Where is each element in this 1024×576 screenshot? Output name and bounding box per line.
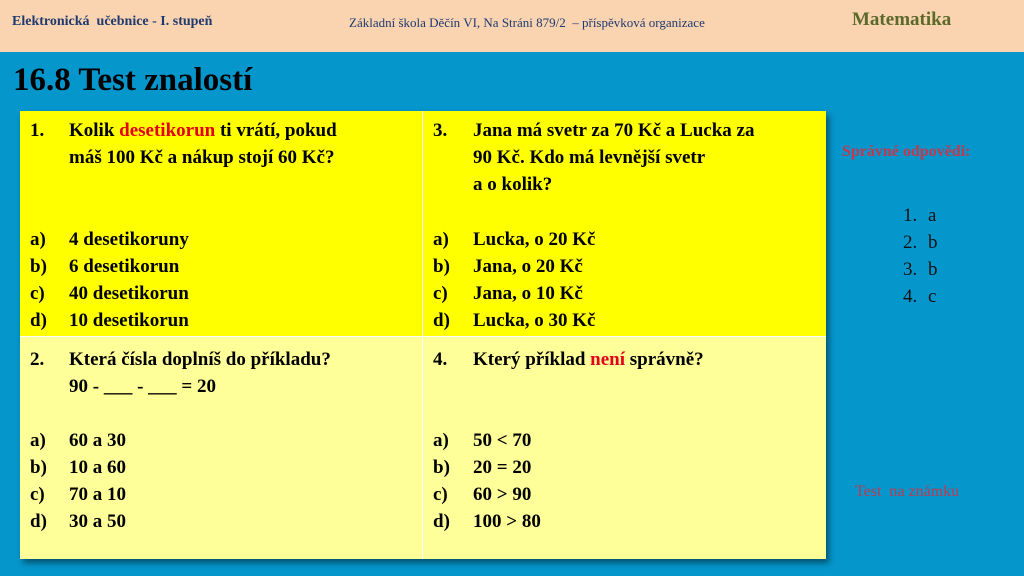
page-title: 16.8 Test znalostí [13, 62, 253, 98]
question-number: 2. [30, 349, 45, 370]
question-text: Který příklad není správně? [473, 349, 704, 370]
answer-number: 2. [903, 232, 918, 253]
header-bar [0, 0, 1024, 52]
answer-value: b [928, 259, 938, 280]
header-subject-text: Matematika [852, 9, 952, 30]
question-text: Kolik desetikorun ti vrátí, pokud [69, 120, 337, 141]
option-letter: d) [30, 511, 47, 532]
question-number: 3. [433, 120, 448, 141]
option-letter: a) [433, 229, 449, 250]
option-letter: d) [30, 310, 47, 331]
question-cell-3 [423, 111, 826, 337]
option-text[interactable]: 4 desetikoruny [69, 229, 189, 250]
question-number: 4. [433, 349, 448, 370]
option-letter: d) [433, 310, 450, 331]
option-text[interactable]: 10 desetikorun [69, 310, 189, 331]
answer-number: 3. [903, 259, 918, 280]
option-text[interactable]: 40 desetikorun [69, 283, 189, 304]
answers-title: Správné odpovědi: [842, 143, 971, 160]
question-text-line: máš 100 Kč a nákup stojí 60 Kč? [69, 147, 335, 168]
option-text[interactable]: 6 desetikorun [69, 256, 180, 277]
option-text[interactable]: Lucka, o 20 Kč [473, 229, 596, 250]
question-cell-1 [20, 111, 423, 337]
option-letter: c) [433, 484, 448, 505]
answer-value: a [928, 205, 937, 226]
option-text[interactable]: 70 a 10 [69, 484, 126, 505]
option-text[interactable]: 60 a 30 [69, 430, 126, 451]
test-link[interactable]: Test na známku [855, 483, 960, 500]
option-letter: b) [433, 457, 450, 478]
option-text[interactable]: 10 a 60 [69, 457, 126, 478]
question-number: 1. [30, 120, 45, 141]
question-text-line: Jana má svetr za 70 Kč a Lucka za [473, 120, 755, 141]
header-school-text: Základní škola Děčín VI, Na Stráni 879/2 – příspěvková organizace [349, 15, 705, 30]
option-text[interactable]: Lucka, o 30 Kč [473, 310, 596, 331]
question-text-line: a o kolik? [473, 174, 553, 195]
answer-number: 4. [903, 286, 918, 307]
option-text[interactable]: Jana, o 10 Kč [473, 283, 583, 304]
option-text[interactable]: 20 = 20 [473, 457, 532, 478]
option-letter: a) [30, 430, 46, 451]
answer-number: 1. [903, 205, 918, 226]
question-cell-2 [20, 337, 423, 559]
question-text-line: 90 - ___ - ___ = 20 [69, 376, 216, 397]
option-text[interactable]: Jana, o 20 Kč [473, 256, 583, 277]
option-letter: b) [30, 457, 47, 478]
option-letter: b) [30, 256, 47, 277]
option-text[interactable]: 50 < 70 [473, 430, 532, 451]
option-letter: c) [433, 283, 448, 304]
option-text[interactable]: 30 a 50 [69, 511, 126, 532]
question-text-line: Která čísla doplníš do příkladu? [69, 349, 331, 370]
question-cell-4 [423, 337, 826, 559]
option-letter: b) [433, 256, 450, 277]
option-letter: c) [30, 484, 45, 505]
option-letter: d) [433, 511, 450, 532]
header-left-text: Elektronická učebnice - I. stupeň [12, 14, 213, 29]
answer-value: b [928, 232, 938, 253]
option-text[interactable]: 100 > 80 [473, 511, 541, 532]
question-text-line: 90 Kč. Kdo má levnější svetr [473, 147, 706, 168]
answer-value: c [928, 286, 937, 307]
option-letter: c) [30, 283, 45, 304]
question-grid [20, 111, 826, 559]
option-letter: a) [433, 430, 449, 451]
option-letter: a) [30, 229, 46, 250]
option-text[interactable]: 60 > 90 [473, 484, 532, 505]
